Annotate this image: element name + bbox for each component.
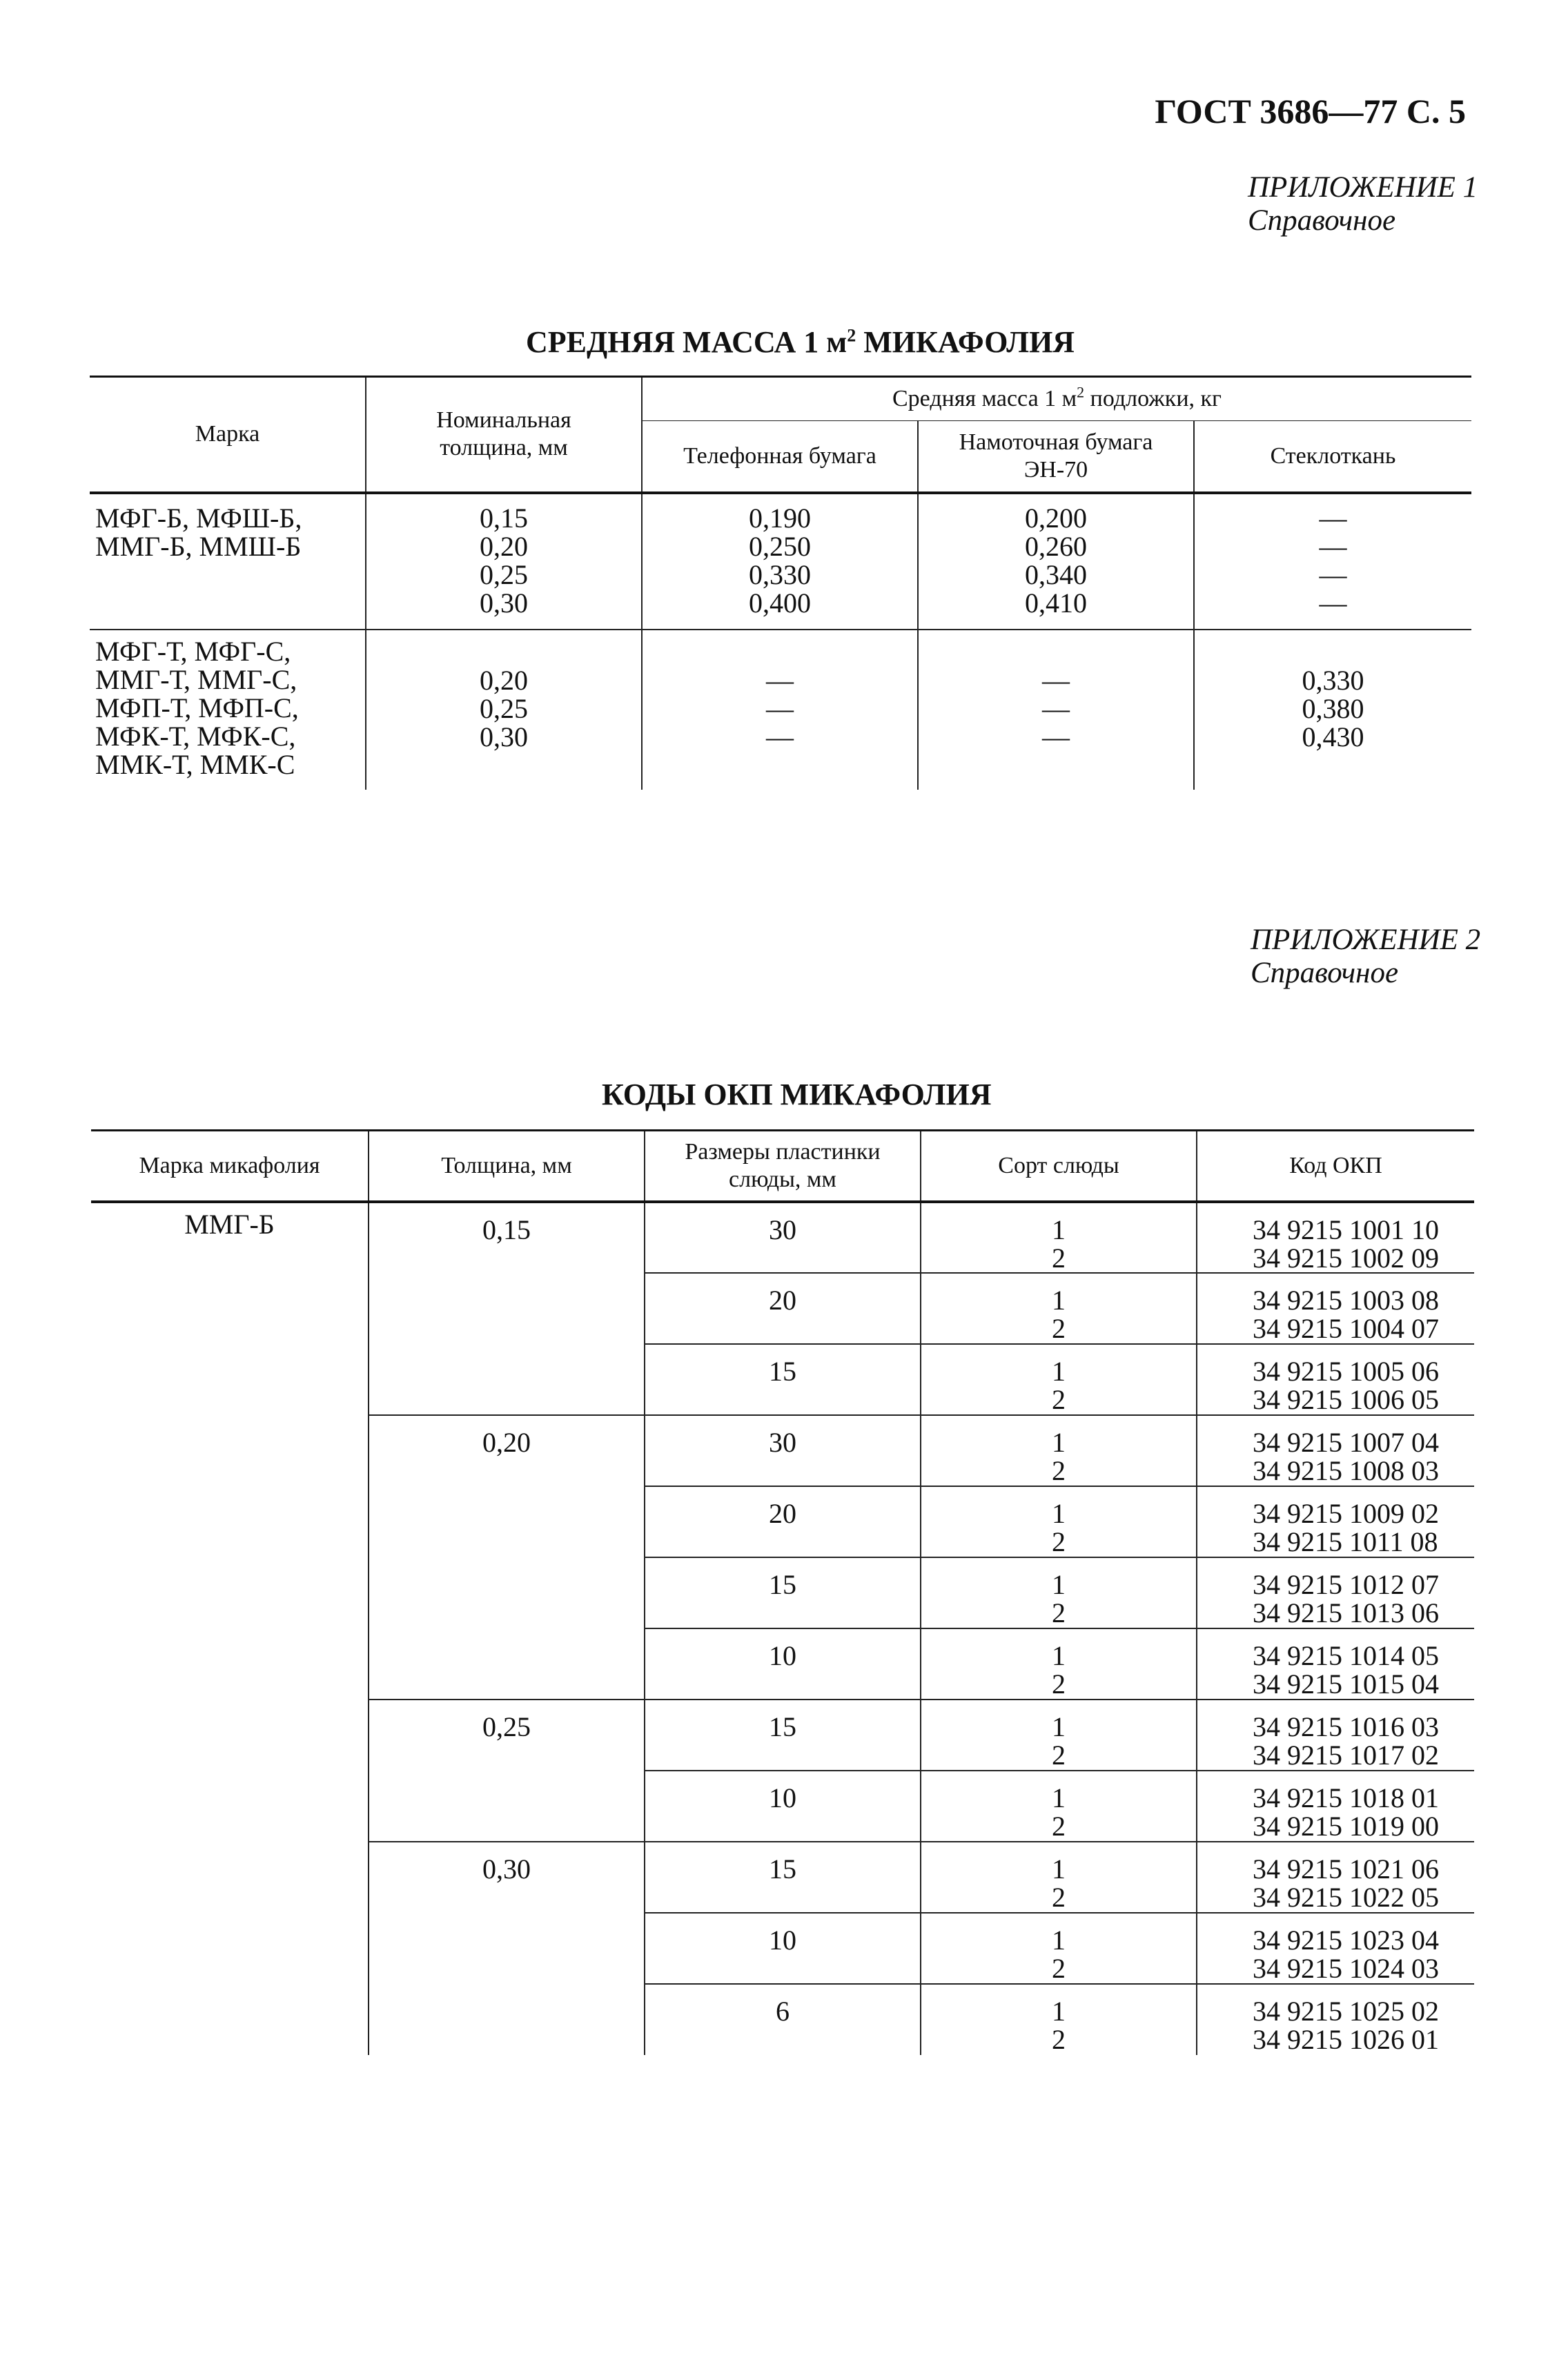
header-glass-fabric: Стеклоткань <box>1194 421 1471 493</box>
grade-value: 1 <box>1052 1427 1066 1458</box>
mass-value: — <box>1319 502 1347 534</box>
header-mark: Марка <box>90 377 366 493</box>
grade-value: 1 <box>1052 1214 1066 1245</box>
header-plate-size: Размеры пластинки слюды, мм <box>645 1131 921 1203</box>
grade-cell <box>921 1486 1197 1557</box>
mass-value: 0,410 <box>1025 587 1087 619</box>
thickness-cell: 0,15 <box>369 1202 645 1415</box>
grade-value: 1 <box>1052 1996 1066 2027</box>
header-thickness: Толщина, мм <box>369 1131 645 1203</box>
mass-value: 0,430 <box>1302 721 1364 752</box>
mass-value: 0,260 <box>1025 530 1087 562</box>
okp-code-value: 34 9215 1003 08 <box>1253 1285 1439 1316</box>
mass-row-group-1 <box>90 493 1471 630</box>
plate-size-cell: 15 <box>645 1344 921 1415</box>
grade-value: 1 <box>1052 1711 1066 1742</box>
grade-value: 2 <box>1052 1384 1066 1415</box>
header-mark: Марка микафолия <box>91 1131 369 1203</box>
header-okp-code: Код ОКП <box>1197 1131 1474 1203</box>
okp-code-value: 34 9215 1009 02 <box>1253 1498 1439 1529</box>
okp-code-cell <box>1197 1984 1474 2055</box>
header-mica-grade: Сорт слюды <box>921 1131 1197 1203</box>
okp-code-value: 34 9215 1001 10 <box>1253 1214 1439 1245</box>
mass-value: 0,380 <box>1302 692 1364 724</box>
grade-value: 1 <box>1052 1782 1066 1813</box>
grade-cell <box>921 1842 1197 1913</box>
group-2-mark-line: МФГ-Т, МФГ-С, <box>95 635 291 667</box>
okp-code-value: 34 9215 1004 07 <box>1253 1313 1439 1344</box>
group-1-thickness <box>366 493 642 630</box>
thickness-cell: 0,25 <box>369 1700 645 1842</box>
grade-cell <box>921 1700 1197 1771</box>
document-reference: ГОСТ 3686—77 С. 5 <box>1155 92 1466 130</box>
grade-cell <box>921 1628 1197 1700</box>
mass-value: — <box>766 692 794 724</box>
header-mass-unit: подложки, кг <box>1084 386 1222 411</box>
plate-size-cell: 10 <box>645 1913 921 1984</box>
grade-cell <box>921 1202 1197 1273</box>
grade-value: 2 <box>1052 1597 1066 1628</box>
thickness-value: 0,20 <box>480 530 528 562</box>
okp-code-value: 34 9215 1007 04 <box>1253 1427 1439 1458</box>
mass-row-group-2 <box>90 630 1471 790</box>
okp-code-cell <box>1197 1771 1474 1842</box>
mass-value: 0,190 <box>749 502 811 534</box>
okp-code-cell <box>1197 1415 1474 1486</box>
appendix-2-heading <box>1251 924 1480 990</box>
grade-value: 1 <box>1052 1640 1066 1671</box>
mass-value: — <box>1319 530 1347 562</box>
okp-code-value: 34 9215 1026 01 <box>1253 2024 1439 2055</box>
okp-code-cell <box>1197 1486 1474 1557</box>
grade-value: 1 <box>1052 1569 1066 1600</box>
header-telephone-paper: Телефонная бумага <box>642 421 918 493</box>
mass-value: — <box>766 664 794 696</box>
grade-value: 2 <box>1052 1882 1066 1913</box>
plate-size-cell: 10 <box>645 1771 921 1842</box>
okp-code-cell <box>1197 1202 1474 1273</box>
thickness-cell: 0,30 <box>369 1842 645 2055</box>
mass-value: 0,250 <box>749 530 811 562</box>
group-1-winding <box>918 493 1194 630</box>
appendix-1-title: ПРИЛОЖЕНИЕ 1 <box>1248 171 1478 204</box>
mass-value: — <box>1042 692 1070 724</box>
okp-code-value: 34 9215 1008 03 <box>1253 1455 1439 1486</box>
mass-value: — <box>1319 558 1347 590</box>
okp-table-body <box>91 1202 1474 2055</box>
okp-code-value: 34 9215 1013 06 <box>1253 1597 1439 1628</box>
mass-value: — <box>1042 664 1070 696</box>
okp-code-value: 34 9215 1011 08 <box>1253 1526 1438 1557</box>
okp-code-value: 34 9215 1023 04 <box>1253 1925 1439 1956</box>
thickness-value: 0,30 <box>480 721 528 752</box>
group-1-mark-line: МФГ-Б, МФШ-Б, <box>95 502 302 534</box>
appendix-1-subtitle: Справочное <box>1248 204 1396 237</box>
grade-value: 1 <box>1052 1853 1066 1885</box>
grade-value: 2 <box>1052 1740 1066 1771</box>
grade-value: 2 <box>1052 2024 1066 2055</box>
group-2-winding <box>918 630 1194 790</box>
okp-code-value: 34 9215 1018 01 <box>1253 1782 1439 1813</box>
grade-value: 1 <box>1052 1498 1066 1529</box>
plate-size-cell: 30 <box>645 1202 921 1273</box>
thickness-value: 0,25 <box>480 692 528 724</box>
grade-value: 2 <box>1052 1243 1066 1274</box>
table-2-title: КОДЫ ОКП МИКАФОЛИЯ <box>602 1078 992 1111</box>
okp-code-cell <box>1197 1557 1474 1628</box>
table-row <box>91 1202 1474 1273</box>
mass-table <box>90 376 1471 790</box>
mass-value: — <box>766 721 794 752</box>
grade-cell <box>921 1273 1197 1344</box>
mass-value: — <box>1042 721 1070 752</box>
mark-cell: ММГ-Б <box>91 1202 369 2055</box>
okp-code-cell <box>1197 1913 1474 1984</box>
group-1-mark-line: ММГ-Б, ММШ-Б <box>95 530 302 562</box>
okp-code-value: 34 9215 1022 05 <box>1253 1882 1439 1913</box>
group-2-telephone <box>642 630 918 790</box>
grade-cell <box>921 1415 1197 1486</box>
okp-code-value: 34 9215 1014 05 <box>1253 1640 1439 1671</box>
mass-value: 0,330 <box>749 558 811 590</box>
grade-value: 1 <box>1052 1285 1066 1316</box>
thickness-value: 0,15 <box>480 502 528 534</box>
plate-size-cell: 15 <box>645 1700 921 1771</box>
thickness-value: 0,30 <box>480 587 528 619</box>
group-2-thickness <box>366 630 642 790</box>
okp-code-cell <box>1197 1344 1474 1415</box>
group-2-glass <box>1194 630 1471 790</box>
thickness-value: 0,20 <box>480 664 528 696</box>
grade-value: 2 <box>1052 1668 1066 1700</box>
mass-value: 0,330 <box>1302 664 1364 696</box>
appendix-1-heading <box>1248 171 1478 237</box>
table-1-title <box>526 324 1075 360</box>
grade-cell <box>921 1984 1197 2055</box>
okp-code-value: 34 9215 1015 04 <box>1253 1668 1439 1700</box>
okp-code-value: 34 9215 1006 05 <box>1253 1384 1439 1415</box>
okp-code-value: 34 9215 1019 00 <box>1253 1811 1439 1842</box>
group-2-marks <box>90 630 366 790</box>
grade-cell <box>921 1557 1197 1628</box>
table-1-title-superscript: 2 <box>847 325 856 346</box>
plate-size-cell: 6 <box>645 1984 921 2055</box>
okp-code-value: 34 9215 1005 06 <box>1253 1356 1439 1387</box>
header-mass-label: Средняя масса 1 м <box>892 386 1077 411</box>
grade-value: 1 <box>1052 1356 1066 1387</box>
plate-size-cell: 10 <box>645 1628 921 1700</box>
okp-code-cell <box>1197 1700 1474 1771</box>
okp-code-value: 34 9215 1024 03 <box>1253 1953 1439 1984</box>
group-1-marks <box>90 493 366 630</box>
okp-code-value: 34 9215 1002 09 <box>1253 1243 1439 1274</box>
grade-cell <box>921 1771 1197 1842</box>
okp-code-value: 34 9215 1016 03 <box>1253 1711 1439 1742</box>
header-winding-paper: Намоточная бумага ЭН-70 <box>918 421 1194 493</box>
mass-value: 0,200 <box>1025 502 1087 534</box>
grade-cell <box>921 1344 1197 1415</box>
header-mass-group <box>642 377 1471 421</box>
group-2-mark-line: ММГ-Т, ММГ-С, <box>95 663 297 695</box>
table-1-title-main: СРЕДНЯЯ МАССА 1 м <box>526 325 847 359</box>
group-1-glass <box>1194 493 1471 630</box>
mass-value: — <box>1319 587 1347 619</box>
grade-value: 2 <box>1052 1313 1066 1344</box>
okp-code-value: 34 9215 1012 07 <box>1253 1569 1439 1600</box>
grade-value: 2 <box>1052 1953 1066 1984</box>
grade-cell <box>921 1913 1197 1984</box>
thickness-value: 0,25 <box>480 558 528 590</box>
appendix-2-subtitle: Справочное <box>1251 957 1399 989</box>
thickness-cell: 0,20 <box>369 1415 645 1700</box>
okp-code-cell <box>1197 1842 1474 1913</box>
okp-code-value: 34 9215 1017 02 <box>1253 1740 1439 1771</box>
appendix-2-title: ПРИЛОЖЕНИЕ 2 <box>1251 924 1481 956</box>
okp-code-value: 34 9215 1025 02 <box>1253 1996 1439 2027</box>
mass-value: 0,340 <box>1025 558 1087 590</box>
grade-value: 2 <box>1052 1526 1066 1557</box>
group-2-mark-line: МФП-Т, МФП-С, <box>95 692 299 723</box>
plate-size-cell: 30 <box>645 1415 921 1486</box>
group-2-mark-line: ММК-Т, ММК-С <box>95 748 295 780</box>
plate-size-cell: 20 <box>645 1486 921 1557</box>
group-1-telephone <box>642 493 918 630</box>
okp-code-cell <box>1197 1273 1474 1344</box>
header-mass-superscript: 2 <box>1077 383 1085 401</box>
okp-code-value: 34 9215 1021 06 <box>1253 1853 1439 1885</box>
grade-value: 2 <box>1052 1811 1066 1842</box>
plate-size-cell: 20 <box>645 1273 921 1344</box>
mass-value: 0,400 <box>749 587 811 619</box>
group-2-mark-line: МФК-Т, МФК-С, <box>95 720 296 752</box>
grade-value: 1 <box>1052 1925 1066 1956</box>
okp-codes-table <box>91 1129 1474 2055</box>
okp-code-cell <box>1197 1628 1474 1700</box>
table-1-title-tail: МИКАФОЛИЯ <box>856 325 1075 359</box>
header-thickness: Номинальная толщина, мм <box>366 377 642 493</box>
grade-value: 2 <box>1052 1455 1066 1486</box>
plate-size-cell: 15 <box>645 1557 921 1628</box>
plate-size-cell: 15 <box>645 1842 921 1913</box>
